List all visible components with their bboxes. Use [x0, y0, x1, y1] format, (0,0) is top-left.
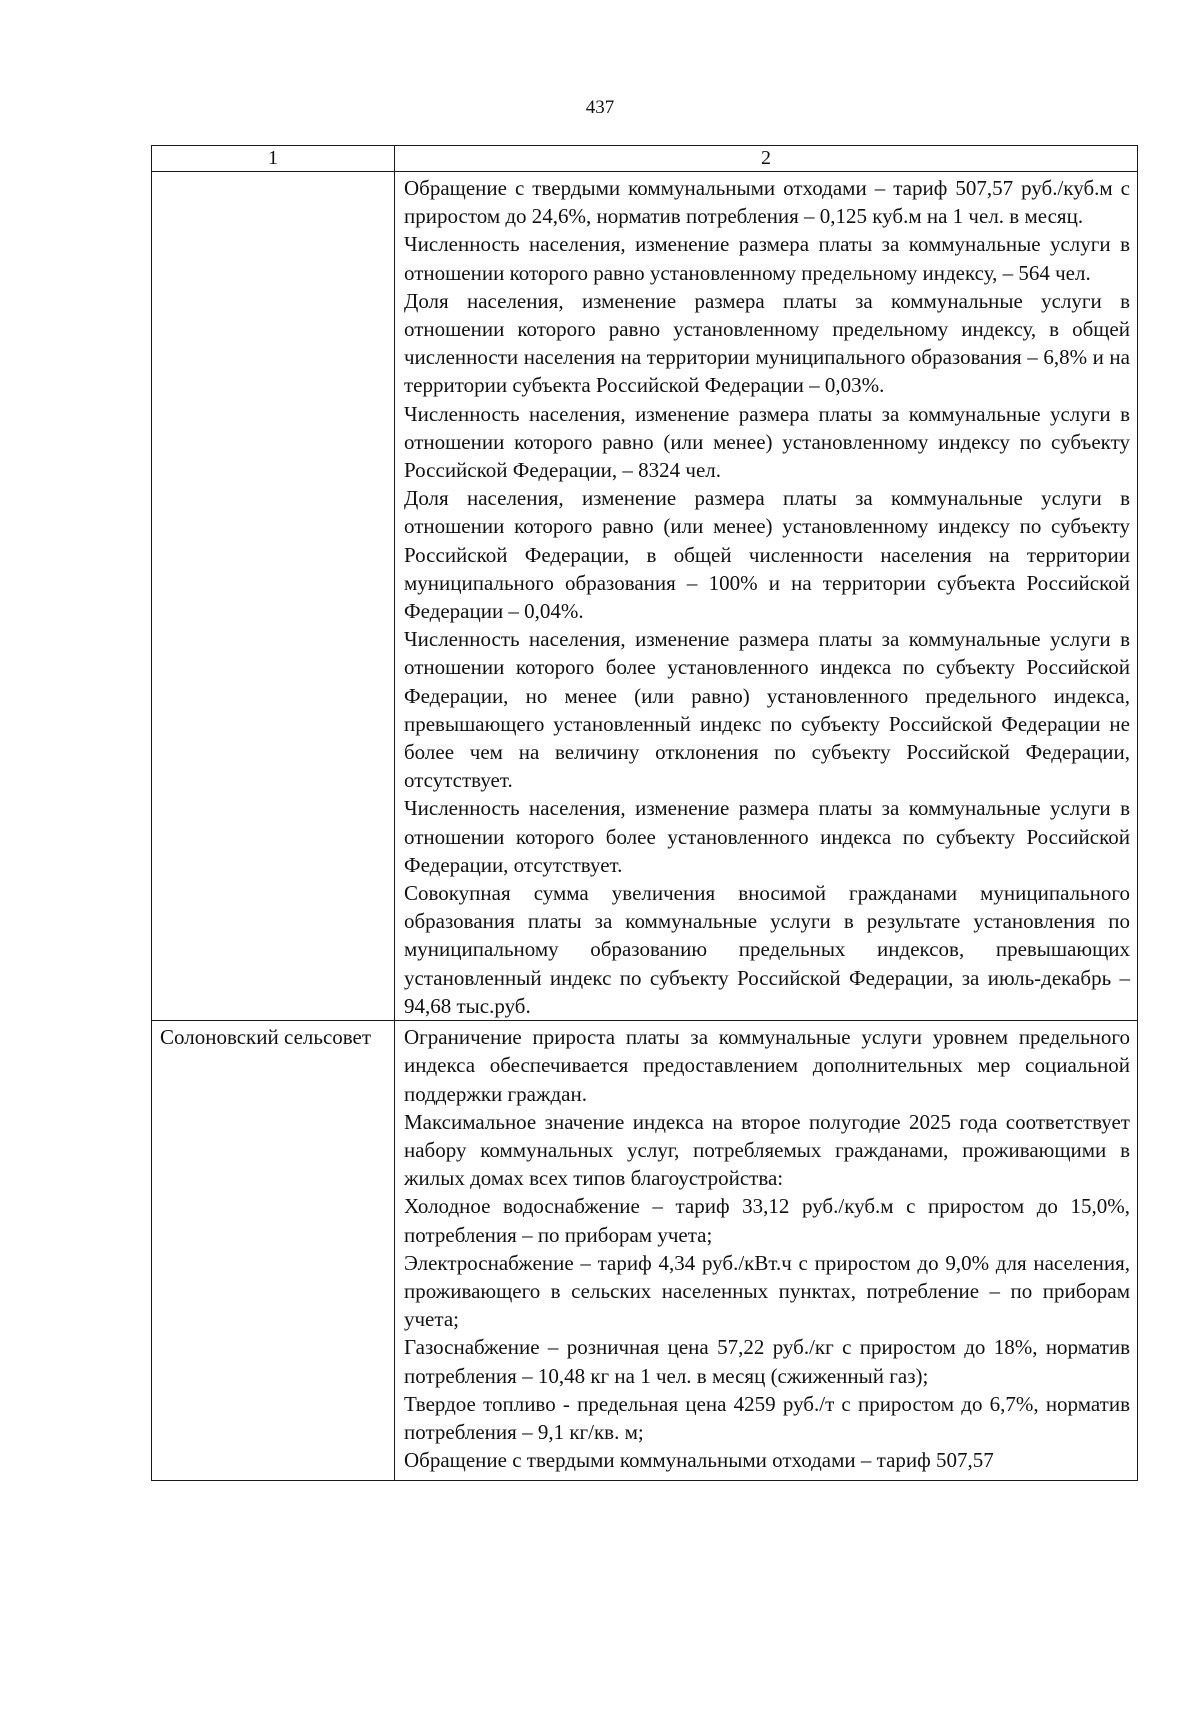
region-name: Солоновский сельсовет	[160, 1025, 372, 1050]
region-cell	[152, 172, 395, 1021]
description-paragraph: Холодное водоснабжение – тариф 33,12 руб./куб.м с приростом до 15,0%, потребления – по приборам учета;	[404, 1194, 1130, 1247]
description-paragraph: Доля населения, изменение размера платы за коммунальные услуги в отношении которого равно установленному предельному индексу, в общей численности населения на территории муниципального образования – 6,8% и на территории субъекта Российской Федерации – 0,03%.	[404, 288, 1130, 398]
description-paragraph: Газоснабжение – розничная цена 57,22 руб./кг с приростом до 18%, норматив потребления – 10,48 кг на 1 чел. в месяц (сжиженный газ);	[404, 1335, 1130, 1388]
page-number: 437	[585, 97, 615, 118]
table-row	[152, 1021, 1138, 1481]
description-cell	[395, 172, 1138, 1021]
description-paragraph: Численность населения, изменение размера платы за коммунальные услуги в отношении которого более установленного индекса по субъекту Российской Федерации, но менее (или равно) установленного предельного индекса, превышающего установленный индекс по субъекту Российской Федерации не более чем на величину отклонения по субъекту Российской Федерации, отсутствует.	[404, 627, 1130, 793]
column-header-2: 2	[395, 146, 1138, 172]
description-paragraph: Обращение с твердыми коммунальными отходами – тариф 507,57	[404, 1448, 994, 1473]
description-paragraph: Численность населения, изменение размера платы за коммунальные услуги в отношении которого равно установленному предельному индексу, – 564 чел.	[404, 232, 1130, 285]
description-paragraph: Численность населения, изменение размера платы за коммунальные услуги в отношении которого равно (или менее) установленному индексу по субъекту Российской Федерации, – 8324 чел.	[404, 401, 1130, 483]
table-row	[152, 172, 1138, 1021]
description-paragraph: Совокупная сумма увеличения вносимой гражданами муниципального образования платы за коммунальные услуги в результате установления по муниципальному образованию предельных индексов, превышающих установленный индекс по субъекту Российской Федерации, за июль-декабрь – 94,68 тыс.руб.	[404, 881, 1130, 1018]
description-cell	[395, 1021, 1138, 1481]
description-paragraph: Ограничение прироста платы за коммунальные услуги уровнем предельного индекса обеспечивается предоставлением дополнительных мер социальной поддержки граждан.	[404, 1025, 1130, 1106]
description-paragraph: Численность населения, изменение размера платы за коммунальные услуги в отношении которого более установленного индекса по субъекту Российской Федерации, отсутствует.	[404, 796, 1130, 877]
document-table	[151, 145, 1138, 1481]
column-header-1: 1	[152, 146, 395, 172]
description-paragraph: Доля населения, изменение размера платы за коммунальные услуги в отношении которого равно (или менее) установленному индексу по субъекту Российской Федерации, в общей численности населения на территории муниципального образования – 100% и на территории субъекта Российской Федерации – 0,04%.	[404, 486, 1130, 624]
description-paragraph: Твердое топливо - предельная цена 4259 руб./т с приростом до 6,7%, норматив потребления – 9,1 кг/кв. м;	[404, 1391, 1130, 1444]
description-paragraph: Электроснабжение – тариф 4,34 руб./кВт.ч с приростом до 9,0% для населения, проживающего в сельских населенных пунктах, потребление – по приборам учета;	[404, 1250, 1130, 1332]
table-header-row	[152, 146, 1138, 172]
description-paragraph: Максимальное значение индекса на второе полугодие 2025 года соответствует набору коммунальных услуг, потребляемых гражданами, проживающими в жилых домах всех типов благоустройства:	[404, 1109, 1130, 1191]
description-content	[404, 1023, 1130, 1478]
description-paragraph: Обращение с твердыми коммунальными отходами – тариф 507,57 руб./куб.м с приростом до 24,6%, норматив потребления – 0,125 куб.м на 1 чел. в месяц.	[404, 176, 1130, 229]
region-cell	[152, 1021, 395, 1481]
